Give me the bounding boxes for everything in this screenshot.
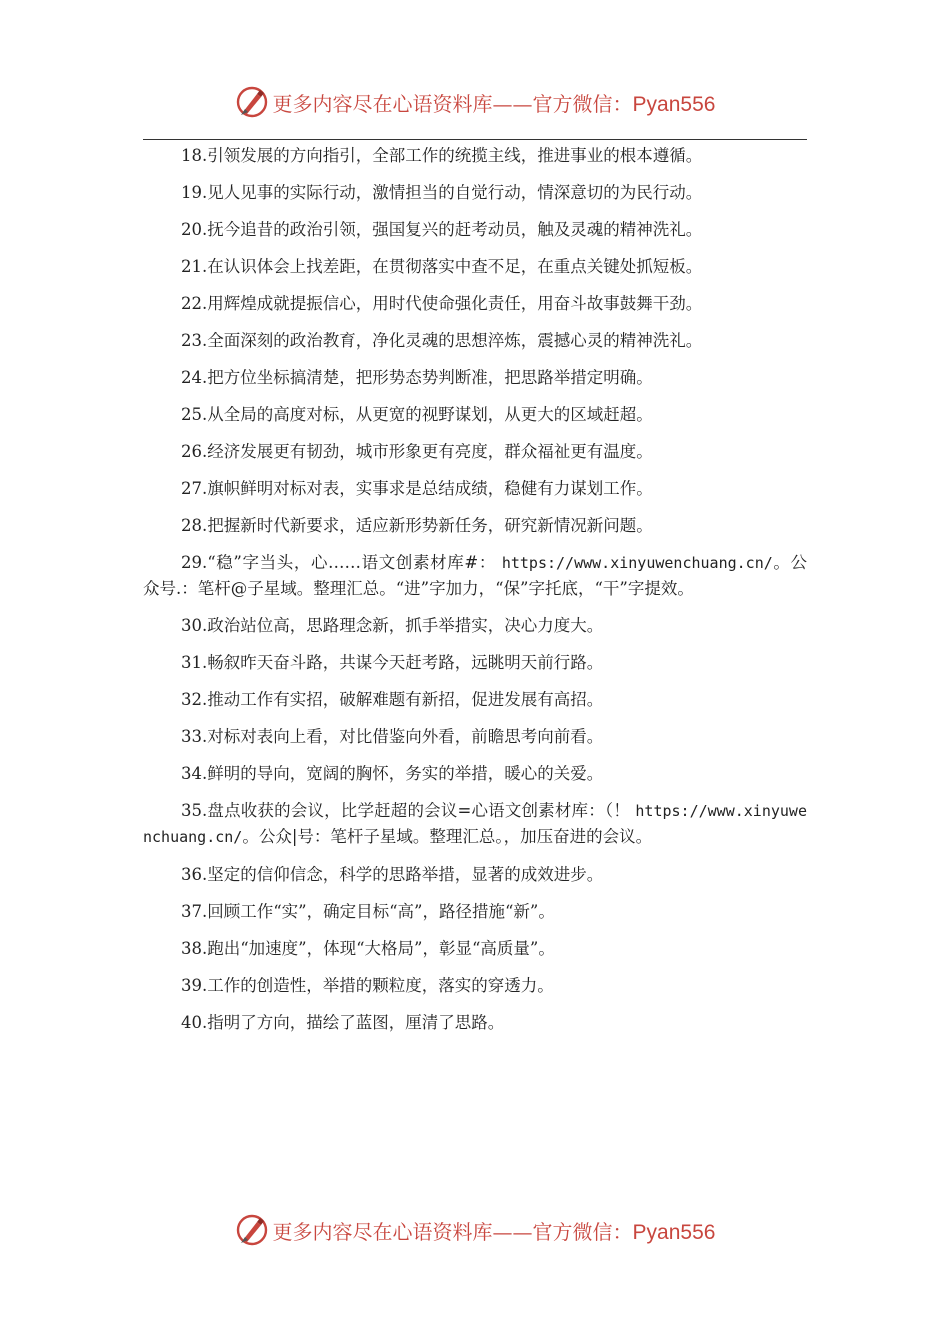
header-banner — [0, 82, 950, 122]
list-item-40: 40.指明了方向，描绘了蓝图，厘清了思路。 — [181, 1013, 505, 1032]
list-item-36: 36.坚定的信仰信念，科学的思路举措，显著的成效进步。 — [181, 865, 604, 884]
list-item-24: 24.把方位坐标搞清楚，把形势态势判断准，把思路举措定明确。 — [181, 368, 653, 387]
list-item-38: 38.跑出“加速度”，体现“大格局”，彰显“高质量”。 — [181, 939, 555, 958]
list-item-31: 31.畅叙昨天奋斗路，共谋今天赶考路，远眺明天前行路。 — [181, 653, 604, 672]
list-item-21: 21.在认识体会上找差距，在贯彻落实中查不足，在重点关键处抓短板。 — [181, 257, 703, 276]
header-account: Pyan556 — [632, 92, 716, 116]
list-item-39: 39.工作的创造性，举措的颗粒度，落实的穿透力。 — [181, 976, 554, 995]
list-item-27: 27.旗帜鲜明对标对表，实事求是总结成绩，稳健有力谋划工作。 — [181, 479, 653, 498]
document-body — [143, 143, 807, 1047]
header-divider — [143, 139, 807, 140]
list-item-33: 33.对标对表向上看，对比借鉴向外看，前瞻思考向前看。 — [181, 727, 604, 746]
list-item-32: 32.推动工作有实招，破解难题有新招，促进发展有高招。 — [181, 690, 604, 709]
list-item-29-url: https://www.xinyuwenchuang.cn/ — [501, 554, 773, 572]
list-item-25: 25.从全局的高度对标，从更宽的视野谋划，从更大的区域赶超。 — [181, 405, 653, 424]
list-item-30: 30.政治站位高，思路理念新，抓手举措实，决心力度大。 — [181, 616, 604, 635]
list-item-29: 29.“稳”字当头，心……语文创素材库#： https://www.xinyuwenchuang.cn/。公众号.：笔杆@子星域。整理汇总。“进”字加力，“保”字托底，“干”字提效。 — [143, 553, 808, 598]
list-item-22: 22.用辉煌成就提振信心，用时代使命强化责任，用奋斗故事鼓舞干劲。 — [181, 294, 703, 313]
footer-account: Pyan556 — [632, 1220, 716, 1244]
list-item-19: 19.见人见事的实际行动，激情担当的自觉行动，情深意切的为民行动。 — [181, 183, 703, 202]
list-item-20: 20.抚今追昔的政治引领，强国复兴的赶考动员，触及灵魂的精神洗礼。 — [181, 220, 703, 239]
footer-banner — [0, 1210, 950, 1250]
list-item-23: 23.全面深刻的政治教育，净化灵魂的思想淬炼，震撼心灵的精神洗礼。 — [181, 331, 703, 350]
list-item-35: 35.盘点收获的会议，比学赶超的会议=心语文创素材库：（！ https://www.xinyuwenchuang.cn/。公众|号：笔杆子星域。整理汇总。，加压奋进的会议。 — [143, 801, 807, 846]
list-item-35-url: https://www.xinyuwenchuang.cn/ — [143, 802, 807, 846]
list-item-18: 18.引领发展的方向指引，全部工作的统揽主线，推进事业的根本遵循。 — [181, 146, 703, 165]
list-item-34: 34.鲜明的导向，宽阔的胸怀，务实的举措，暖心的关爱。 — [181, 764, 604, 783]
footer-banner-text: 更多内容尽在心语资料库——官方微信：Pyan556 — [272, 1219, 716, 1244]
header-banner-text: 更多内容尽在心语资料库——官方微信：Pyan556 — [272, 91, 716, 116]
list-item-28: 28.把握新时代新要求，适应新形势新任务，研究新情况新问题。 — [181, 516, 653, 535]
list-item-37: 37.回顾工作“实”，确定目标“高”，路径措施“新”。 — [181, 902, 555, 921]
pen-logo-icon — [235, 85, 269, 119]
list-item-26: 26.经济发展更有韧劲，城市形象更有亮度，群众福祉更有温度。 — [181, 442, 653, 461]
pen-logo-icon — [235, 1213, 269, 1247]
